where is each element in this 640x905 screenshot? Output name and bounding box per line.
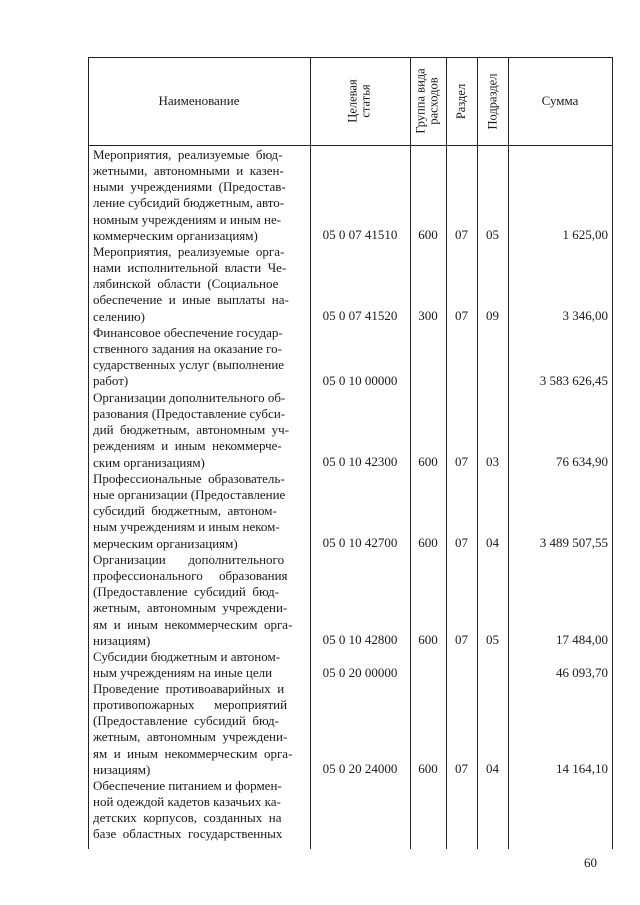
row-amount: 3 346,00 — [562, 308, 608, 323]
row-target-article: 05 0 07 41510 — [322, 227, 398, 242]
header-bottom-border — [88, 145, 612, 146]
header-expense-group — [410, 57, 446, 145]
row-section: 07 — [455, 308, 468, 323]
row-subsection: 05 — [486, 632, 499, 647]
row-expense-group: 600 — [418, 227, 438, 242]
row-name: Профессиональные образователь- ные организации (Предоставление субсидий бюджетным, автоном- ным учреждениям и иным неком- мерческим организациям) — [93, 471, 286, 551]
table-row — [88, 471, 612, 552]
row-expense-group: 300 — [418, 308, 438, 323]
header-subsection — [477, 57, 508, 145]
table-row — [88, 649, 612, 681]
row-subsection: 09 — [486, 308, 499, 323]
header-expense-group-text: Группа вида расходов — [414, 68, 442, 134]
table-row — [88, 390, 612, 471]
row-name: Обеспечение питанием и формен- ной одеждой кадетов казачьих ка- детских корпусов, созданных на базе областных государственных — [93, 778, 283, 842]
row-section: 07 — [455, 227, 468, 242]
row-amount: 76 634,90 — [556, 454, 608, 469]
header-subsection-text: Подраздел — [485, 73, 499, 129]
row-name: Финансовое обеспечение государ- ственного задания на оказание го- сударственных услуг (выполнение работ) — [93, 325, 285, 389]
header-section — [446, 57, 477, 145]
row-target-article: 05 0 10 42700 — [322, 535, 398, 550]
row-name: Организации дополнительного профессионального образования (Предоставление субсидий бюд- жетным, автономным учреждени- ям и иным некоммерческим орга- низациям) — [93, 552, 293, 648]
row-amount: 14 164,10 — [556, 761, 608, 776]
row-expense-group: 600 — [418, 632, 438, 647]
row-target-article: 05 0 10 42300 — [322, 454, 398, 469]
row-target-article: 05 0 10 00000 — [322, 373, 398, 388]
header-name: Наименование — [158, 93, 240, 108]
row-section: 07 — [455, 761, 468, 776]
header-target-article-text: Целевая статья — [346, 79, 373, 123]
row-target-article: 05 0 20 24000 — [322, 761, 398, 776]
header-amount: Сумма — [541, 93, 579, 108]
table-row — [88, 552, 612, 649]
row-expense-group: 600 — [418, 535, 438, 550]
table-row — [88, 147, 612, 244]
row-subsection: 05 — [486, 227, 499, 242]
table-row — [88, 778, 612, 849]
row-expense-group: 600 — [418, 454, 438, 469]
row-name: Организации дополнительного об- разования (Предоставление субси- дий бюджетным, автономным уч- реждениям и иным некоммерче- ским организациям) — [93, 390, 290, 470]
row-section: 07 — [455, 632, 468, 647]
page-number: 60 — [584, 855, 597, 870]
row-subsection: 04 — [486, 761, 499, 776]
row-name: Мероприятия, реализуемые бюд- жетными, автономными и казен- ными учреждениями (Предостав- ление субсидий бюджетным, авто- номным учреждениям и иным не- коммерческим организациям) — [93, 147, 286, 243]
row-name: Субсидии бюджетным и автоном- ным учреждениям на иные цели — [93, 649, 281, 681]
row-section: 07 — [455, 535, 468, 550]
row-subsection: 03 — [486, 454, 499, 469]
row-subsection: 04 — [486, 535, 499, 550]
row-amount: 3 489 507,55 — [539, 535, 608, 550]
table-row — [88, 681, 612, 778]
row-section: 07 — [455, 454, 468, 469]
row-amount: 1 625,00 — [562, 227, 608, 242]
row-expense-group: 600 — [418, 761, 438, 776]
row-name: Проведение противоаварийных и противопожарных мероприятий (Предоставление субсидий бюд- жетным, автономным учреждени- ям и иным некоммерческим орга- низациям) — [93, 681, 293, 777]
header-target-article — [310, 57, 410, 145]
row-amount: 17 484,00 — [556, 632, 608, 647]
column-divider — [612, 57, 613, 849]
row-amount: 3 583 626,45 — [539, 373, 608, 388]
row-target-article: 05 0 10 42800 — [322, 632, 398, 647]
table-row — [88, 325, 612, 390]
row-amount: 46 093,70 — [556, 665, 608, 680]
table-row — [88, 244, 612, 325]
row-target-article: 05 0 07 41520 — [322, 308, 398, 323]
header-section-text: Раздел — [454, 83, 469, 119]
row-name: Мероприятия, реализуемые орга- нами исполнительной власти Че- лябинской области (Социальное обеспечение и иные выплаты на- селению) — [93, 244, 289, 324]
row-target-article: 05 0 20 00000 — [322, 665, 398, 680]
